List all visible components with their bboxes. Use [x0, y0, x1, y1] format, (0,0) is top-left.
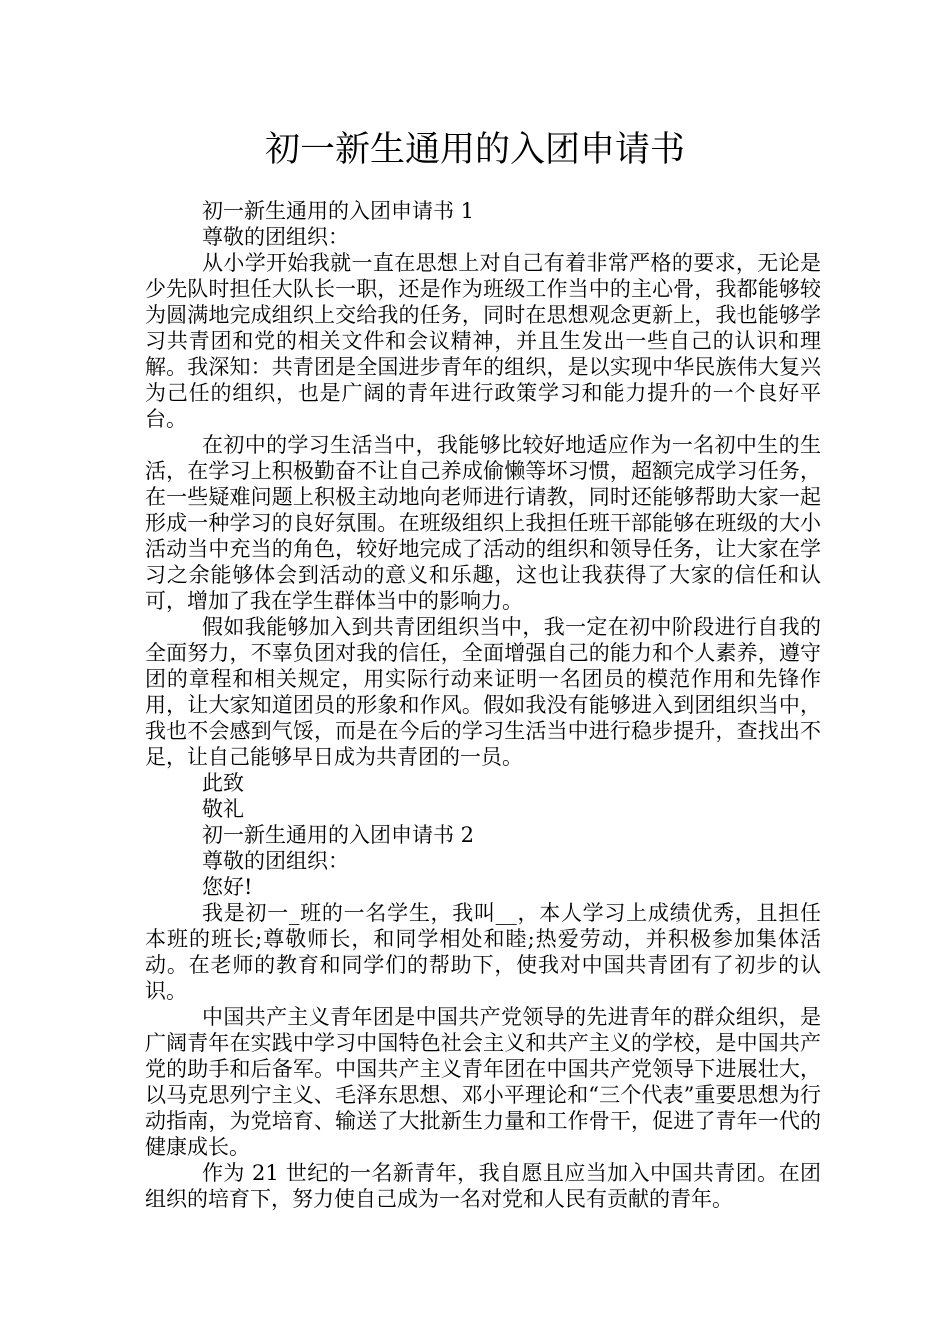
letter1-paragraph: 假如我能够加入到共青团组织当中，我一定在初中阶段进行自我的全面努力，不辜负团对我的信任，全面增强自己的能力和个人素养，遵守团的章程和相关规定，用实际行动来证明一名团员的模范作用和先锋作用，让大家知道团员的形象和作风。假如我没有能够进入到团组织当中，我也不会感到气馁，而是在今后的学习生活当中进行稳步提升，查找出不足，让自己能够早日成为共青团的一员。 [145, 615, 821, 769]
letter1-closing-jingli: 敬礼 [202, 797, 244, 821]
letter1-heading: 初一新生通用的入团申请书 1 [202, 199, 475, 223]
letter2-heading: 初一新生通用的入团申请书 2 [202, 823, 475, 847]
letter1-salutation: 尊敬的团组织： [202, 225, 349, 249]
document-title: 初一新生通用的入团申请书 [264, 130, 685, 170]
letter1-paragraph: 在初中的学习生活当中，我能够比较好地适应作为一名初中生的生活，在学习上积极勤奋不让自己养成偷懒等坏习惯，超额完成学习任务，在一些疑难问题上积极主动地向老师进行请教，同时还能够帮助大家一起形成一种学习的良好氛围。在班级组织上我担任班干部能够在班级的大小活动当中充当的角色，较好地完成了活动的组织和领导任务，让大家在学习之余能够体会到活动的意义和乐趣，这也让我获得了大家的信任和认可，增加了我在学生群体当中的影响力。 [145, 433, 821, 613]
letter2-paragraph: 中国共产主义青年团是中国共产党领导的先进青年的群众组织，是广阔青年在实践中学习中国特色社会主义和共产主义的学校，是中国共产党的助手和后备军。中国共产主义青年团在中国共产党领导下进展壮大，以马克思列宁主义、毛泽东思想、邓小平理论和“三个代表”重要思想为行动指南，为党培育、输送了大批新生力量和工作骨干，促进了青年一代的健康成长。 [145, 1005, 821, 1159]
document-body [145, 198, 821, 1212]
letter1-closing-cizhi: 此致 [202, 771, 244, 795]
letter1-paragraph: 从小学开始我就一直在思想上对自己有着非常严格的要求，无论是少先队时担任大队长一职，还是作为班级工作当中的主心骨，我都能够较为圆满地完成组织上交给我的任务，同时在思想观念更新上，我也能够学习共青团和党的相关文件和会议精神，并且生发出一些自己的认识和理解。我深知：共青团是全国进步青年的组织，是以实现中华民族伟大复兴为己任的组织，也是广阔的青年进行政策学习和能力提升的一个良好平台。 [145, 251, 821, 431]
letter2-paragraph: 作为 21 世纪的一名新青年，我自愿且应当加入中国共青团。在团组织的培育下，努力使自己成为一名对党和人民有贡献的青年。 [145, 1161, 821, 1211]
letter2-paragraph: 我是初一_班的一名学生，我叫__，本人学习上成绩优秀，且担任本班的班长;尊敬师长，和同学相处和睦;热爱劳动，并积极参加集体活动。在老师的教育和同学们的帮助下，使我对中国共青团有了初步的认识。 [145, 901, 821, 1003]
letter2-greeting: 您好! [202, 875, 253, 899]
letter2-salutation: 尊敬的团组织： [202, 849, 349, 873]
